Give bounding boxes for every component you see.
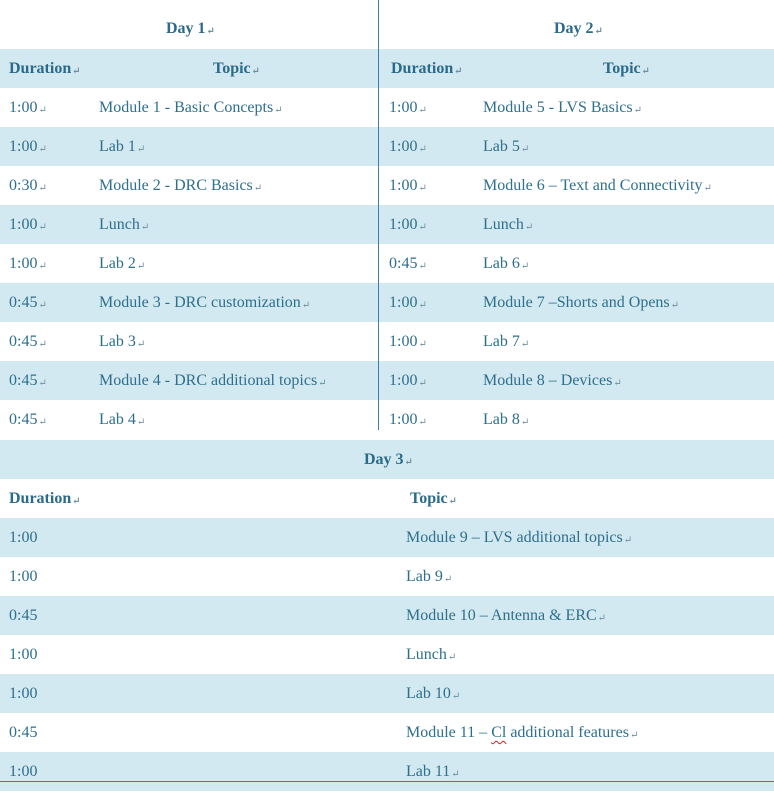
duration-text: 1:00 [9, 685, 38, 702]
topic-cell [483, 322, 529, 361]
paragraph-mark-icon: ↵ [38, 144, 47, 155]
topic-text: Lab 6 [483, 255, 520, 272]
paragraph-mark-icon: ↵ [629, 730, 639, 741]
paragraph-mark-icon: ↵ [594, 26, 603, 37]
paragraph-mark-icon: ↵ [520, 417, 530, 428]
paragraph-mark-icon: ↵ [613, 378, 622, 389]
duration-cell [9, 205, 47, 244]
table-row [0, 752, 774, 791]
day2-title-text: Day 2 [554, 20, 594, 37]
paragraph-mark-icon: ↵ [418, 417, 427, 428]
topic-text: Lab 10 [406, 685, 451, 702]
day12-title-row [0, 9, 774, 48]
topic-cell [99, 127, 145, 166]
topic-text: Lab 9 [406, 568, 443, 585]
duration-text: 1:00 [9, 568, 38, 585]
duration-cell [9, 361, 47, 400]
topic-cell [99, 244, 145, 283]
topic-cell [483, 127, 529, 166]
topic-text: Lab 3 [99, 333, 136, 350]
paragraph-mark-icon: ↵ [38, 339, 47, 350]
duration-text: 0:45 [9, 294, 38, 311]
table-bottom-border [0, 781, 774, 782]
table-row [0, 205, 774, 244]
topic-text: Lab 11 [406, 763, 451, 780]
paragraph-mark-icon: ↵ [448, 496, 458, 507]
paragraph-mark-icon: ↵ [418, 261, 427, 272]
duration-text: 1:00 [9, 255, 38, 272]
duration-cell [389, 400, 427, 439]
paragraph-mark-icon: ↵ [451, 769, 460, 780]
day1-title [166, 9, 215, 48]
table-row [0, 322, 774, 361]
duration-cell [9, 283, 47, 322]
paragraph-mark-icon: ↵ [72, 66, 81, 77]
topic-cell [483, 166, 712, 205]
topic-text: Lunch [99, 216, 140, 233]
table-row [0, 596, 774, 635]
paragraph-mark-icon: ↵ [206, 26, 215, 37]
paragraph-mark-icon: ↵ [418, 144, 427, 155]
topic-cell [99, 88, 283, 127]
topic-text: Module 2 - DRC Basics [99, 177, 253, 194]
topic-cell [483, 244, 529, 283]
topic-text: Module 8 – Devices [483, 372, 613, 389]
paragraph-mark-icon: ↵ [520, 261, 530, 272]
topic-cell [99, 166, 262, 205]
paragraph-mark-icon: ↵ [301, 300, 311, 311]
duration-cell [9, 596, 37, 635]
topic-text: additional features [506, 724, 629, 741]
duration-cell [389, 166, 427, 205]
paragraph-mark-icon: ↵ [136, 261, 146, 272]
paragraph-mark-icon: ↵ [418, 105, 427, 116]
duration-text: 0:30 [9, 177, 38, 194]
duration-cell [9, 752, 37, 791]
duration-text: 1:00 [389, 411, 418, 428]
topic-text: Lab 8 [483, 411, 520, 428]
duration-cell [389, 88, 427, 127]
duration-text: 0:45 [9, 333, 38, 350]
duration-text: 1:00 [389, 177, 418, 194]
day2-topic-header [603, 49, 650, 88]
duration-cell [389, 205, 427, 244]
paragraph-mark-icon: ↵ [447, 652, 457, 663]
topic-text: Lab 4 [99, 411, 136, 428]
duration-cell [9, 400, 47, 439]
day3-topic-header [410, 479, 457, 518]
table-row [0, 713, 774, 752]
day12-header-row [0, 49, 774, 88]
paragraph-mark-icon: ↵ [136, 144, 146, 155]
table-row [0, 283, 774, 322]
topic-cell [406, 557, 452, 596]
duration-cell [389, 361, 427, 400]
duration-text: 1:00 [9, 99, 38, 116]
duration-text: 1:00 [9, 216, 38, 233]
duration-text: 1:00 [389, 216, 418, 233]
header-text: Topic [603, 60, 641, 77]
paragraph-mark-icon: ↵ [418, 300, 427, 311]
topic-text: Module 6 – Text and Connectivity [483, 177, 703, 194]
topic-cell [406, 635, 456, 674]
paragraph-mark-icon: ↵ [38, 183, 47, 194]
paragraph-mark-icon: ↵ [418, 378, 427, 389]
paragraph-mark-icon: ↵ [136, 339, 146, 350]
header-text: Duration [391, 60, 454, 77]
duration-cell [9, 674, 37, 713]
day1-topic-header [213, 49, 260, 88]
topic-text: Module 5 - LVS Basics [483, 99, 633, 116]
duration-cell [9, 557, 37, 596]
duration-cell [9, 635, 37, 674]
topic-text: Lab 7 [483, 333, 520, 350]
duration-cell [389, 127, 427, 166]
paragraph-mark-icon: ↵ [274, 105, 283, 116]
day1-duration-header [9, 49, 81, 88]
topic-text: Module 7 –Shorts and Opens [483, 294, 670, 311]
duration-text: 0:45 [9, 411, 38, 428]
table-row [0, 244, 774, 283]
topic-cell [406, 713, 638, 752]
day3-title-text: Day 3 [364, 451, 404, 468]
duration-text: 1:00 [389, 372, 418, 389]
paragraph-mark-icon: ↵ [251, 66, 261, 77]
topic-cell [483, 88, 642, 127]
paragraph-mark-icon: ↵ [253, 183, 263, 194]
topic-cell [99, 205, 149, 244]
duration-text: 0:45 [389, 255, 418, 272]
paragraph-mark-icon: ↵ [318, 378, 327, 389]
topic-cell [483, 205, 533, 244]
table-row [0, 400, 774, 439]
duration-text: 0:45 [9, 372, 38, 389]
day3-title-row [0, 440, 774, 479]
duration-text: 1:00 [9, 529, 38, 546]
paragraph-mark-icon: ↵ [38, 261, 47, 272]
topic-text: Lunch [483, 216, 524, 233]
day1-title-text: Day 1 [166, 20, 206, 37]
topic-cell [406, 752, 460, 791]
table-row [0, 361, 774, 400]
paragraph-mark-icon: ↵ [520, 339, 530, 350]
paragraph-mark-icon: ↵ [418, 222, 427, 233]
topic-cell [99, 361, 327, 400]
paragraph-mark-icon: ↵ [641, 66, 651, 77]
topic-cell [99, 322, 145, 361]
topic-cell [406, 518, 632, 557]
duration-text: 0:45 [9, 607, 38, 624]
paragraph-mark-icon: ↵ [670, 300, 680, 311]
table-row [0, 166, 774, 205]
topic-text: Lab 5 [483, 138, 520, 155]
paragraph-mark-icon: ↵ [136, 417, 146, 428]
duration-cell [9, 88, 47, 127]
column-divider [378, 0, 379, 430]
table-row [0, 674, 774, 713]
topic-text: Lab 2 [99, 255, 136, 272]
duration-cell [389, 283, 427, 322]
topic-text: Module 3 - DRC customization [99, 294, 301, 311]
paragraph-mark-icon: ↵ [597, 613, 607, 624]
paragraph-mark-icon: ↵ [451, 691, 461, 702]
duration-text: 0:45 [9, 724, 38, 741]
day3-header-row [0, 479, 774, 518]
table-row [0, 127, 774, 166]
duration-cell [389, 244, 427, 283]
paragraph-mark-icon: ↵ [623, 535, 633, 546]
duration-cell [9, 127, 47, 166]
paragraph-mark-icon: ↵ [38, 378, 47, 389]
duration-cell [389, 322, 427, 361]
paragraph-mark-icon: ↵ [524, 222, 534, 233]
paragraph-mark-icon: ↵ [140, 222, 150, 233]
day3-duration-header [9, 479, 81, 518]
topic-text: Module 4 - DRC additional topics [99, 372, 318, 389]
table-row [0, 635, 774, 674]
topic-text: Module 11 – [406, 724, 492, 741]
header-text: Topic [410, 490, 448, 507]
paragraph-mark-icon: ↵ [443, 574, 453, 585]
topic-cell [483, 283, 679, 322]
topic-cell [406, 674, 460, 713]
header-text: Duration [9, 60, 72, 77]
duration-cell [9, 166, 47, 205]
spellcheck-flagged-word: Cl [491, 724, 507, 741]
paragraph-mark-icon: ↵ [38, 105, 47, 116]
paragraph-mark-icon: ↵ [520, 144, 530, 155]
topic-text: Lab 1 [99, 138, 136, 155]
duration-text: 1:00 [389, 99, 418, 116]
paragraph-mark-icon: ↵ [72, 496, 81, 507]
topic-cell [406, 596, 606, 635]
paragraph-mark-icon: ↵ [703, 183, 712, 194]
day3-title [364, 440, 413, 479]
topic-cell [99, 283, 310, 322]
topic-text: Module 10 – Antenna & ERC [406, 607, 597, 624]
paragraph-mark-icon: ↵ [38, 300, 47, 311]
duration-cell [9, 322, 47, 361]
header-text: Duration [9, 490, 72, 507]
topic-cell [99, 400, 145, 439]
header-text: Topic [213, 60, 251, 77]
duration-cell [9, 713, 37, 752]
table-row [0, 557, 774, 596]
duration-text: 1:00 [389, 333, 418, 350]
duration-cell [9, 244, 47, 283]
topic-cell [483, 361, 622, 400]
duration-text: 1:00 [9, 646, 38, 663]
day2-title [554, 9, 603, 48]
table-row [0, 518, 774, 557]
paragraph-mark-icon: ↵ [404, 457, 413, 468]
topic-cell [483, 400, 529, 439]
duration-text: 1:00 [9, 138, 38, 155]
day2-duration-header [391, 49, 463, 88]
duration-text: 1:00 [9, 763, 38, 780]
duration-cell [9, 518, 37, 557]
duration-text: 1:00 [389, 138, 418, 155]
paragraph-mark-icon: ↵ [418, 183, 427, 194]
duration-text: 1:00 [389, 294, 418, 311]
topic-text: Module 9 – LVS additional topics [406, 529, 623, 546]
paragraph-mark-icon: ↵ [418, 339, 427, 350]
paragraph-mark-icon: ↵ [38, 222, 47, 233]
topic-text: Lunch [406, 646, 447, 663]
paragraph-mark-icon: ↵ [454, 66, 463, 77]
paragraph-mark-icon: ↵ [38, 417, 47, 428]
paragraph-mark-icon: ↵ [633, 105, 643, 116]
table-row [0, 88, 774, 127]
topic-text: Module 1 - Basic Concepts [99, 99, 274, 116]
